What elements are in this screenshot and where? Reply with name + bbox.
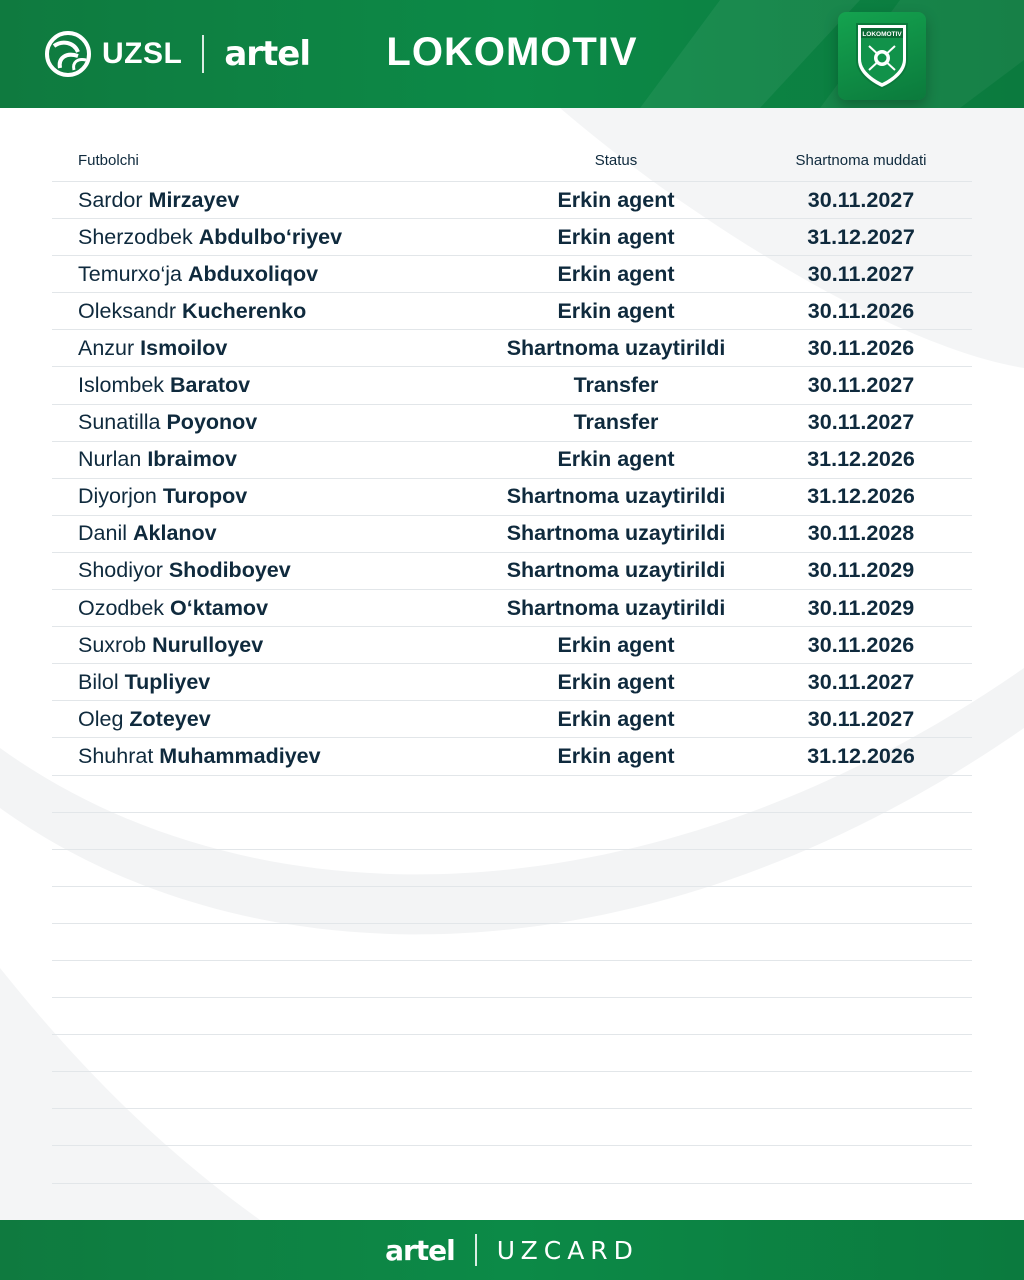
player-name [52,262,482,287]
footer-divider [475,1234,477,1266]
player-first-name: Shuhrat [78,743,154,768]
crest-text: LOKOMOTIV [862,31,902,38]
player-first-name: Danil [78,521,127,546]
contract-date: 30.11.2027 [807,669,915,694]
contract-date: 30.11.2029 [807,558,915,583]
player-name [52,373,482,398]
table-row [52,850,972,887]
player-status: Shartnoma uzaytirildi [506,595,726,620]
player-status: Erkin agent [557,706,675,731]
table-row [52,293,972,330]
footer-artel-logo: artel [385,1233,455,1267]
table-row [52,516,972,553]
header-bar [0,0,1024,108]
player-name [52,447,482,472]
contract-date: 30.11.2027 [807,373,915,398]
player-first-name: Suxrob [78,632,147,657]
player-first-name: Oleksandr [78,298,176,323]
contract-date: 31.12.2026 [807,447,915,472]
player-name [52,744,482,769]
player-name [52,225,482,250]
table-row [52,442,972,479]
table-row [52,553,972,590]
table-row [52,998,972,1035]
player-status: Shartnoma uzaytirildi [506,521,726,546]
player-status: Shartnoma uzaytirildi [506,558,726,583]
player-first-name: Sunatilla [78,410,161,435]
contract-date: 30.11.2029 [807,595,915,620]
header-status: Status [594,152,638,169]
club-title: LOKOMOTIV [386,30,638,74]
player-name [52,299,482,324]
player-last-name: Abduxoliqov [187,261,319,286]
player-last-name: O‘ktamov [170,595,269,620]
player-first-name: Diyorjon [78,484,157,509]
header-contract: Shartnoma muddati [795,152,927,169]
player-name [52,521,482,546]
table-row [52,405,972,442]
player-status: Erkin agent [557,224,675,249]
player-last-name: Zoteyev [129,706,211,731]
lokomotiv-crest-icon [838,12,926,100]
player-first-name: Sardor [78,187,143,212]
player-status: Erkin agent [557,447,675,472]
contract-date: 30.11.2028 [807,521,915,546]
contract-date: 30.11.2027 [807,261,915,286]
player-status: Shartnoma uzaytirildi [506,335,726,360]
player-last-name: Abdulbo‘riyev [198,224,343,249]
player-name [52,484,482,509]
contract-date: 30.11.2027 [807,706,915,731]
table-row [52,219,972,256]
uzsl-logo-text: UZSL [102,37,183,70]
player-status: Transfer [573,373,659,398]
player-last-name: Ibraimov [147,447,237,472]
player-name [52,596,482,621]
player-last-name: Turopov [162,484,248,509]
contract-date: 30.11.2026 [807,632,915,657]
player-status: Erkin agent [557,743,675,768]
player-first-name: Ozodbek [78,595,165,620]
table-row [52,479,972,516]
contract-date: 30.11.2026 [807,298,915,323]
contract-date: 31.12.2026 [807,743,915,768]
player-last-name: Muhammadiyev [159,743,321,768]
contract-date: 30.11.2027 [807,187,915,212]
artel-logo-text: artel [224,34,311,74]
player-last-name: Tupliyev [124,669,211,694]
player-first-name: Shodiyor [78,558,163,583]
player-status: Erkin agent [557,261,675,286]
table-row [52,887,972,924]
player-name [52,558,482,583]
player-status: Erkin agent [557,298,675,323]
table-row [52,813,972,850]
player-last-name: Poyonov [166,410,258,435]
player-last-name: Nurulloyev [152,632,264,657]
table-body [52,182,972,1184]
player-status: Erkin agent [557,669,675,694]
table-row [52,701,972,738]
table-row [52,1035,972,1072]
player-name [52,670,482,695]
header-player: Futbolchi [78,152,139,169]
player-status: Shartnoma uzaytirildi [506,484,726,509]
footer-bar [0,1220,1024,1280]
player-name [52,410,482,435]
table-row [52,367,972,404]
table-row [52,1072,972,1109]
table-row [52,738,972,775]
table-row [52,1146,972,1183]
table-row [52,1109,972,1146]
table-row [52,330,972,367]
player-name [52,707,482,732]
player-last-name: Baratov [170,373,251,398]
player-name [52,633,482,658]
contract-date: 31.12.2026 [807,484,915,509]
player-first-name: Anzur [78,335,135,360]
table-header [52,140,972,182]
player-name [52,188,482,213]
player-name [52,336,482,361]
player-last-name: Aklanov [132,521,217,546]
player-last-name: Ismoilov [140,335,228,360]
table-row [52,627,972,664]
player-first-name: Temurxo‘ja [78,261,182,286]
player-last-name: Kucherenko [181,298,307,323]
table-row [52,924,972,961]
table-row [52,590,972,627]
player-status: Erkin agent [557,187,675,212]
contract-date: 31.12.2027 [807,224,915,249]
table-row [52,961,972,998]
contract-date: 30.11.2026 [807,335,915,360]
player-first-name: Sherzodbek [78,224,193,249]
player-first-name: Nurlan [78,447,142,472]
player-first-name: Oleg [78,706,124,731]
footer-uzcard-logo: UZCARD [496,1235,639,1265]
player-first-name: Islombek [78,373,165,398]
player-status: Transfer [573,410,659,435]
player-first-name: Bilol [78,669,119,694]
contract-date: 30.11.2027 [807,410,915,435]
table-row [52,256,972,293]
table-row [52,776,972,813]
table-row [52,664,972,701]
player-last-name: Shodiboyev [168,558,291,583]
table-row [52,182,972,219]
contracts-table [52,140,972,1184]
player-last-name: Mirzayev [148,187,240,212]
player-status: Erkin agent [557,632,675,657]
